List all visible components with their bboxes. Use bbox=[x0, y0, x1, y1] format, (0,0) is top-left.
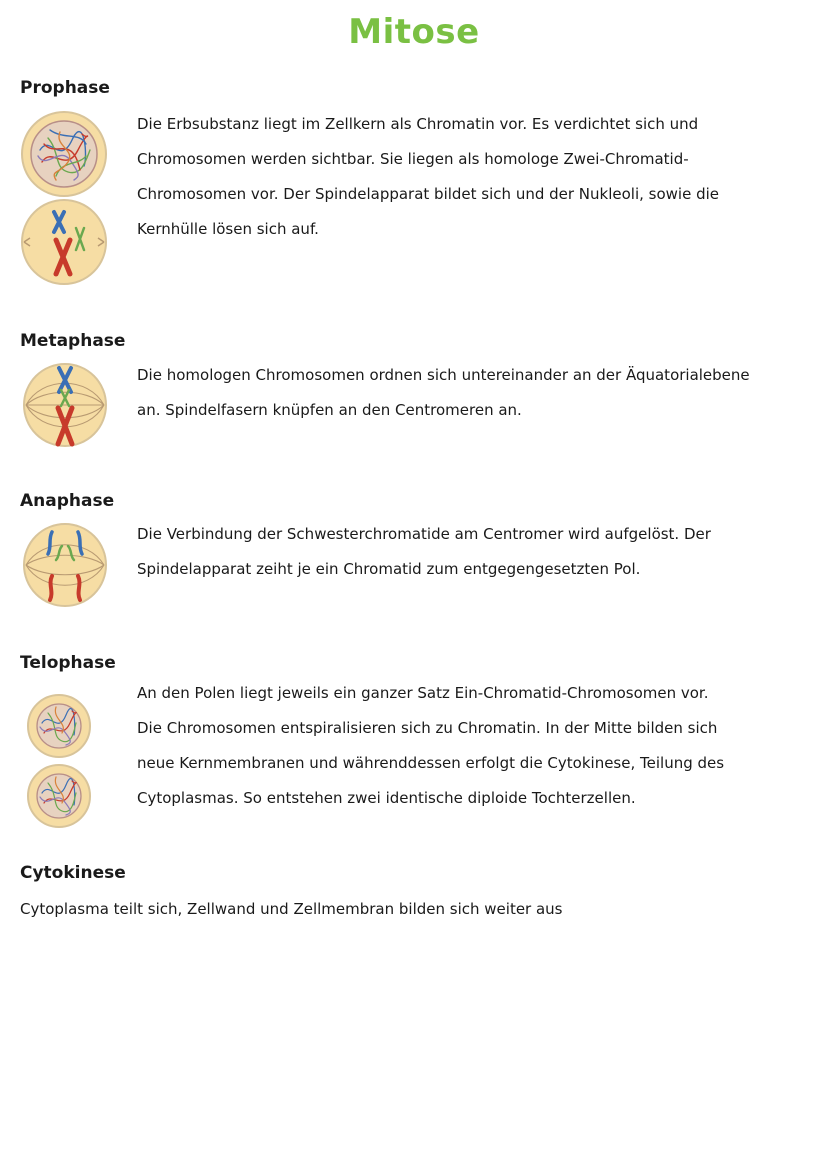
metaphase-heading: Metaphase bbox=[20, 331, 126, 351]
anaphase-line-1: Die Verbindung der Schwesterchromatide am Centromer wird aufgelöst. Der bbox=[137, 525, 711, 543]
telophase-line-2: Die Chromosomen entspiralisieren sich zu Chromatin. In der Mitte bilden sich bbox=[137, 719, 718, 737]
prophase-text bbox=[137, 107, 807, 247]
anaphase-line-2: Spindelapparat zeiht je ein Chromatid zum entgegengesetzten Pol. bbox=[137, 560, 641, 578]
anaphase-cell-image bbox=[22, 522, 108, 608]
cytokinese-heading: Cytokinese bbox=[20, 863, 126, 883]
prophase-heading: Prophase bbox=[20, 78, 110, 98]
prophase-line-3: Chromosomen vor. Der Spindelapparat bildet sich und der Nukleoli, sowie die bbox=[137, 185, 720, 203]
telophase-cell-top-image bbox=[26, 693, 92, 759]
telophase-line-1: An den Polen liegt jeweils ein ganzer Satz Ein-Chromatid-Chromosomen vor. bbox=[137, 684, 709, 702]
telophase-line-3: neue Kernmembranen und währenddessen erfolgt die Cytokinese, Teilung des bbox=[137, 754, 725, 772]
telophase-text bbox=[137, 676, 807, 816]
telophase-heading: Telophase bbox=[20, 653, 116, 673]
prophase-cell-chromosomes-image bbox=[20, 198, 108, 286]
page-title: Mitose bbox=[348, 12, 480, 52]
metaphase-cell-image bbox=[22, 362, 108, 448]
prophase-cell-chromatin-image bbox=[20, 110, 108, 198]
metaphase-line-2: an. Spindelfasern knüpfen an den Centromeren an. bbox=[137, 401, 522, 419]
anaphase-heading: Anaphase bbox=[20, 491, 115, 511]
metaphase-line-1: Die homologen Chromosomen ordnen sich untereinander an der Äquatorialebene bbox=[137, 366, 750, 384]
telophase-cell-bottom-image bbox=[26, 763, 92, 829]
prophase-line-4: Kernhülle lösen sich auf. bbox=[137, 220, 319, 238]
cytokinese-text: Cytoplasma teilt sich, Zellwand und Zellmembran bilden sich weiter aus bbox=[20, 900, 563, 918]
prophase-line-1: Die Erbsubstanz liegt im Zellkern als Chromatin vor. Es verdichtet sich und bbox=[137, 115, 699, 133]
metaphase-text bbox=[137, 358, 807, 428]
anaphase-text bbox=[137, 517, 807, 587]
prophase-line-2: Chromosomen werden sichtbar. Sie liegen als homologe Zwei-Chromatid- bbox=[137, 150, 689, 168]
telophase-line-4: Cytoplasmas. So entstehen zwei identische diploide Tochterzellen. bbox=[137, 789, 636, 807]
